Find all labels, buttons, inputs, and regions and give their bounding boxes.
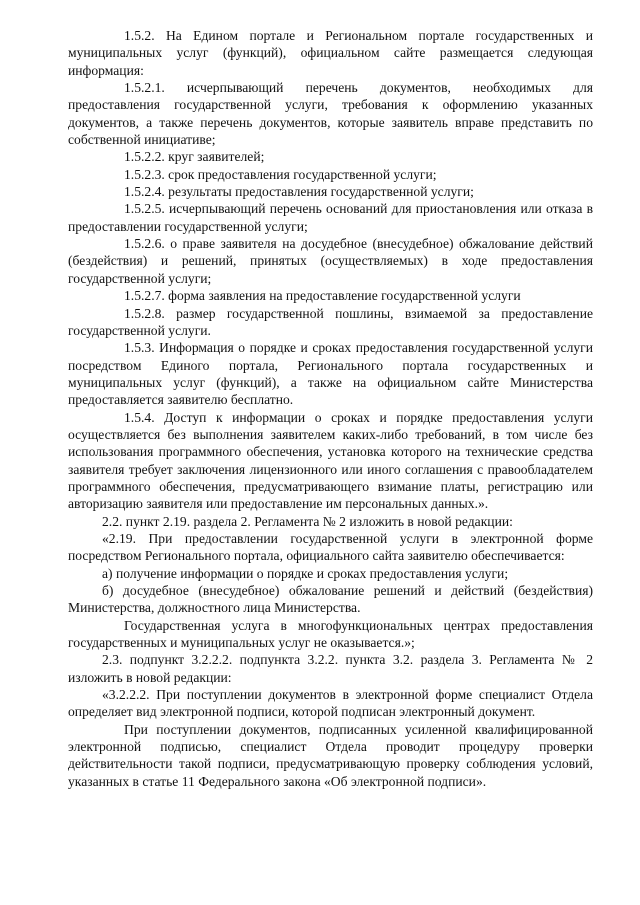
paragraph-1-5-2-2: 1.5.2.2. круг заявителей; bbox=[124, 149, 265, 165]
paragraph-1-5-4: 1.5.4. Доступ к информации о сроках и порядке предоставления услуги осуществляется без выполнения заявителем каких-либо требований, в том числе без использования программного обеспечения, установка которого на технические средства заявителя требует заключения лицензионного или иного соглашения с правообладателем программного обеспечения, предусматривающего взимание платы, регистрацию или авторизацию заявителя или предоставление им персональных данных.». bbox=[68, 409, 593, 512]
paragraph-2-19-b: б) досудебное (внесудебное) обжалование решений и действий (бездействия) Министерства, должностного лица Министерства. bbox=[68, 583, 593, 616]
paragraph-2-2: 2.2. пункт 2.19. раздела 2. Регламента № 2 изложить в новой редакции: bbox=[102, 513, 513, 529]
paragraph-1-5-2-8: 1.5.2.8. размер государственной пошлины, взимаемой за предоставление государственной услуги. bbox=[68, 305, 593, 338]
paragraph-1-5-2-7: 1.5.2.7. форма заявления на предоставление государственной услуги bbox=[124, 288, 521, 304]
paragraph-2-19: «2.19. При предоставлении государственной услуги в электронной форме посредством Регионального портала, официального сайта заявителю обеспечивается: bbox=[68, 530, 593, 564]
paragraph-signature-check: При поступлении документов, подписанных усиленной квалифицированной электронной подписью, специалист Отдела проводит процедуру проверки действительности такой подписи, предусматривающую проверку соблюдения условий, указанных в статье 11 Федерального закона «Об электронной подписи». bbox=[68, 721, 593, 789]
paragraph-1-5-2-6: 1.5.2.6. о праве заявителя на досудебное (внесудебное) обжалование действий (бездействия) и решений, принятых (осуществляемых) в ходе предоставления государственной услуги; bbox=[68, 236, 593, 286]
paragraph-1-5-2-3: 1.5.2.3. срок предоставления государственной услуги; bbox=[124, 166, 437, 182]
paragraph-1-5-2: 1.5.2. На Едином портале и Региональном портале государственных и муниципальных услуг (функций), официальном сайте размещается следующая информация: bbox=[68, 28, 593, 78]
paragraph-2-3: 2.3. подпункт 3.2.2.2. подпункта 3.2.2. пункта 3.2. раздела 3. Регламента № 2 изложить в новой редакции: bbox=[68, 652, 593, 685]
paragraph-3-2-2-2: «3.2.2.2. При поступлении документов в электронной форме специалист Отдела определяет вид электронной подписи, которой подписан электронный документ. bbox=[68, 687, 593, 720]
paragraph-mfc-note: Государственная услуга в многофункциональных центрах предоставления государственных и муниципальных услуг не оказывается.»; bbox=[68, 617, 593, 651]
paragraph-1-5-2-5: 1.5.2.5. исчерпывающий перечень оснований для приостановления или отказа в предоставлении государственной услуги; bbox=[68, 201, 593, 234]
paragraph-1-5-3: 1.5.3. Информация о порядке и сроках предоставления государственной услуги посредством Единого портала, Регионального портала государственных и муниципальных услуг (функций), а также на официальном сайте Министерства предоставляется заявителю бесплатно. bbox=[68, 340, 593, 408]
paragraph-1-5-2-4: 1.5.2.4. результаты предоставления государственной услуги; bbox=[124, 184, 474, 200]
paragraph-2-19-a: а) получение информации о порядке и сроках предоставления услуги; bbox=[102, 565, 509, 581]
document-page bbox=[68, 27, 593, 790]
paragraph-1-5-2-1: 1.5.2.1. исчерпывающий перечень документов, необходимых для предоставления государственной услуги, требования к оформлению указанных документов, а также перечень документов, которые заявитель вправе представить по собственной инициативе; bbox=[68, 80, 593, 148]
